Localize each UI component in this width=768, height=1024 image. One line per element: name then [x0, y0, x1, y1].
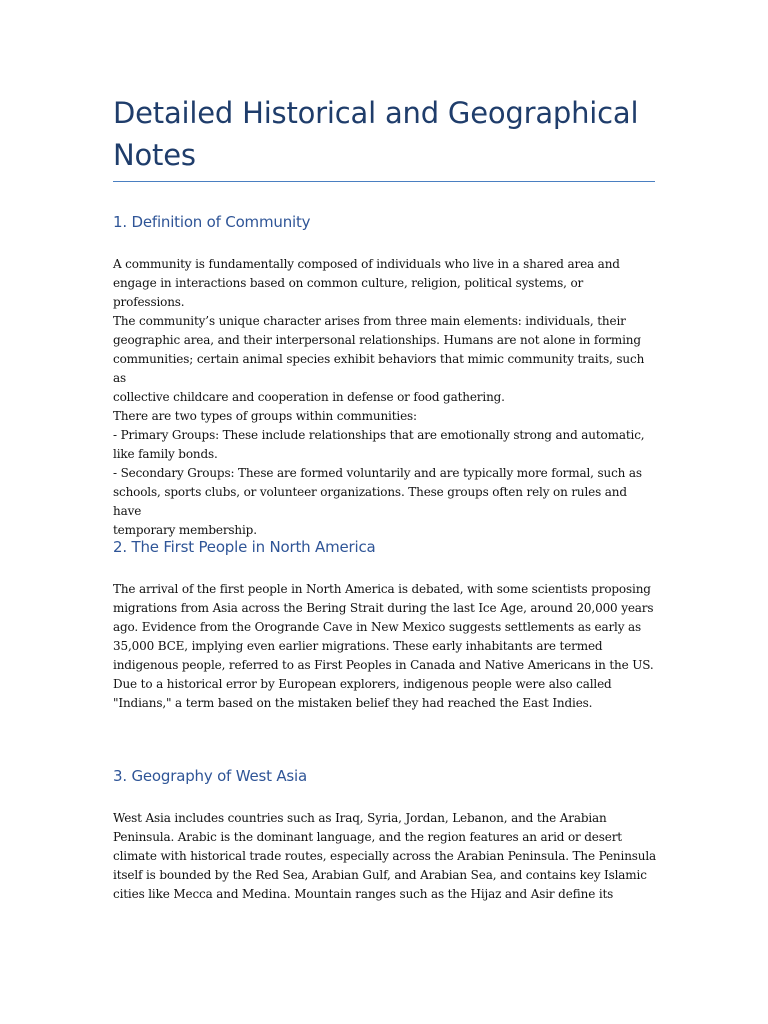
text-line: schools, sports clubs, or volunteer organizations. These groups often rely on rules and have [113, 485, 627, 518]
section-heading: 1. Definition of Community [113, 213, 311, 231]
text-line: collective childcare and cooperation in defense or food gathering. [113, 390, 505, 404]
text-line: 35,000 BCE, implying even earlier migrations. These early inhabitants are termed [113, 639, 603, 653]
section-body [113, 255, 658, 540]
text-line: There are two types of groups within communities: [113, 409, 417, 423]
text-line: communities; certain animal species exhibit behaviors that mimic community traits, such as [113, 352, 645, 385]
text-line: A community is fundamentally composed of individuals who live in a shared area and [113, 257, 620, 271]
section-heading: 2. The First People in North America [113, 538, 376, 556]
text-line: West Asia includes countries such as Iraq, Syria, Jordan, Lebanon, and the Arabian [113, 811, 607, 825]
text-line: "Indians," a term based on the mistaken belief they had reached the East Indies. [113, 696, 593, 710]
text-line: cities like Mecca and Medina. Mountain ranges such as the Hijaz and Asir define its [113, 887, 614, 901]
section-geography-west-asia [113, 767, 658, 904]
text-line: Peninsula. Arabic is the dominant language, and the region features an arid or desert [113, 830, 622, 844]
section-first-people-north-america [113, 538, 658, 713]
document-title: Detailed Historical and Geographical Notes [113, 96, 639, 172]
document-header [113, 92, 655, 182]
text-line: like family bonds. [113, 447, 218, 461]
section-heading: 3. Geography of West Asia [113, 767, 307, 785]
text-line: indigenous people, referred to as First Peoples in Canada and Native Americans in the US. [113, 658, 654, 672]
text-line: temporary membership. [113, 523, 257, 537]
section-definition-of-community [113, 213, 658, 540]
section-body [113, 580, 658, 713]
text-line: The arrival of the first people in North America is debated, with some scientists proposing [113, 582, 651, 596]
text-line: - Primary Groups: These include relationships that are emotionally strong and automatic, [113, 428, 645, 442]
title-underline [113, 181, 655, 182]
text-line: geographic area, and their interpersonal relationships. Humans are not alone in forming [113, 333, 641, 347]
text-line: itself is bounded by the Red Sea, Arabian Gulf, and Arabian Sea, and contains key Islamic [113, 868, 647, 882]
text-line: engage in interactions based on common culture, religion, political systems, or professions. [113, 276, 584, 309]
text-line: ago. Evidence from the Orogrande Cave in New Mexico suggests settlements as early as [113, 620, 642, 634]
section-body [113, 809, 658, 904]
text-line: - Secondary Groups: These are formed voluntarily and are typically more formal, such as [113, 466, 642, 480]
text-line: climate with historical trade routes, especially across the Arabian Peninsula. The Peninsula [113, 849, 657, 863]
text-line: Due to a historical error by European explorers, indigenous people were also called [113, 677, 612, 691]
text-line: The community’s unique character arises from three main elements: individuals, their [113, 314, 626, 328]
text-line: migrations from Asia across the Bering Strait during the last Ice Age, around 20,000 years [113, 601, 654, 615]
